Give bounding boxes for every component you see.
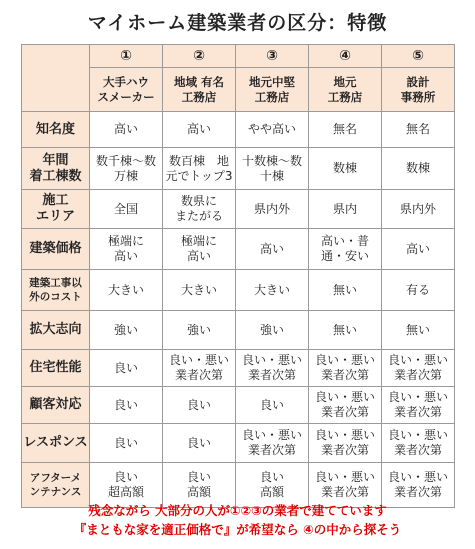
column-number: ③ [236,45,309,68]
table-cell: 無名 [382,112,455,148]
row-label: 顧客対応 [22,387,90,424]
table-cell: 極端に 高い [163,229,236,270]
table-cell: 良い 高額 [236,463,309,508]
table-cell: 良い [163,424,236,463]
row-label: 建築工事以 外のコスト [22,270,90,311]
row-label: 拡大志向 [22,311,90,350]
table-cell: 無い [309,270,382,311]
table-cell: 数県に またがる [163,190,236,229]
table-cell: 良い・悪い 業者次第 [382,387,455,424]
table-cell: 数棟 [309,148,382,190]
table-cell: 良い・悪い 業者次第 [309,387,382,424]
table-cell: 良い・悪い 業者次第 [163,350,236,387]
table-row [22,311,455,350]
footnote-line: 『まともな家を適正価格で』が希望なら ④の中から探そう [73,522,402,537]
table-row [22,350,455,387]
table-cell: 大きい [90,270,163,311]
table-cell: 良い [90,350,163,387]
table-cell: 良い [163,387,236,424]
table-row [22,387,455,424]
table-row [22,148,455,190]
table-row [22,190,455,229]
table-cell: 高い [90,112,163,148]
table-row [22,229,455,270]
row-label: 施工 エリア [22,190,90,229]
table-cell: 十数棟～数 十棟 [236,148,309,190]
column-header: 地域 有名 工務店 [163,68,236,112]
table-cell: 大きい [236,270,309,311]
table-cell: 良い・悪い 業者次第 [236,350,309,387]
table-cell: 県内 [309,190,382,229]
table-row [22,424,455,463]
table-cell: 良い [90,424,163,463]
table-cell: 良い・悪い 業者次第 [382,463,455,508]
table-cell: 強い [90,311,163,350]
table-cell: 県内外 [236,190,309,229]
row-label: 年間 着工棟数 [22,148,90,190]
comparison-table [21,44,455,508]
column-header: 地元中堅 工務店 [236,68,309,112]
table-cell: 無い [309,311,382,350]
row-label: レスポンス [22,424,90,463]
table-cell: 強い [236,311,309,350]
column-header: 地元 工務店 [309,68,382,112]
column-number: ⑤ [382,45,455,68]
table-cell: 良い [90,387,163,424]
table-cell: やや高い [236,112,309,148]
table-cell: 無い [382,311,455,350]
table-cell: 高い [236,229,309,270]
table-cell: 数百棟 地 元でトップ3 [163,148,236,190]
table-cell: 極端に 高い [90,229,163,270]
table-cell: 良い・悪い 業者次第 [236,424,309,463]
corner-cell [22,45,90,112]
table-cell: 数千棟～数 万棟 [90,148,163,190]
table-cell: 全国 [90,190,163,229]
column-number: ④ [309,45,382,68]
table-row [22,112,455,148]
column-number: ① [90,45,163,68]
column-number: ② [163,45,236,68]
table-body [22,112,455,508]
table-cell: 良い・悪い 業者次第 [309,424,382,463]
row-label: 建築価格 [22,229,90,270]
table-cell: 県内外 [382,190,455,229]
table-cell: 無名 [309,112,382,148]
table-cell: 数棟 [382,148,455,190]
table-cell: 大きい [163,270,236,311]
table-cell: 有る [382,270,455,311]
footnote-line: 残念ながら 大部分の人が①②③の業者で建てています [88,503,387,518]
table-cell: 良い [236,387,309,424]
table-cell: 良い・悪い 業者次第 [382,350,455,387]
table-cell: 高い・普 通・安い [309,229,382,270]
table-cell: 良い・悪い 業者次第 [309,350,382,387]
table-cell: 良い 超高額 [90,463,163,508]
row-label: 住宅性能 [22,350,90,387]
row-label: 知名度 [22,112,90,148]
table-cell: 良い 高額 [163,463,236,508]
table-cell: 強い [163,311,236,350]
table-cell: 高い [382,229,455,270]
row-label: アフターメ ンテナンス [22,463,90,508]
page-title: マイホーム建築業者の区分：特徴 [87,12,388,34]
column-header: 設計 事務所 [382,68,455,112]
table-cell: 良い・悪い 業者次第 [309,463,382,508]
table-row [22,270,455,311]
table-cell: 高い [163,112,236,148]
table-cell: 良い・悪い 業者次第 [382,424,455,463]
column-header: 大手ハウ スメーカー [90,68,163,112]
